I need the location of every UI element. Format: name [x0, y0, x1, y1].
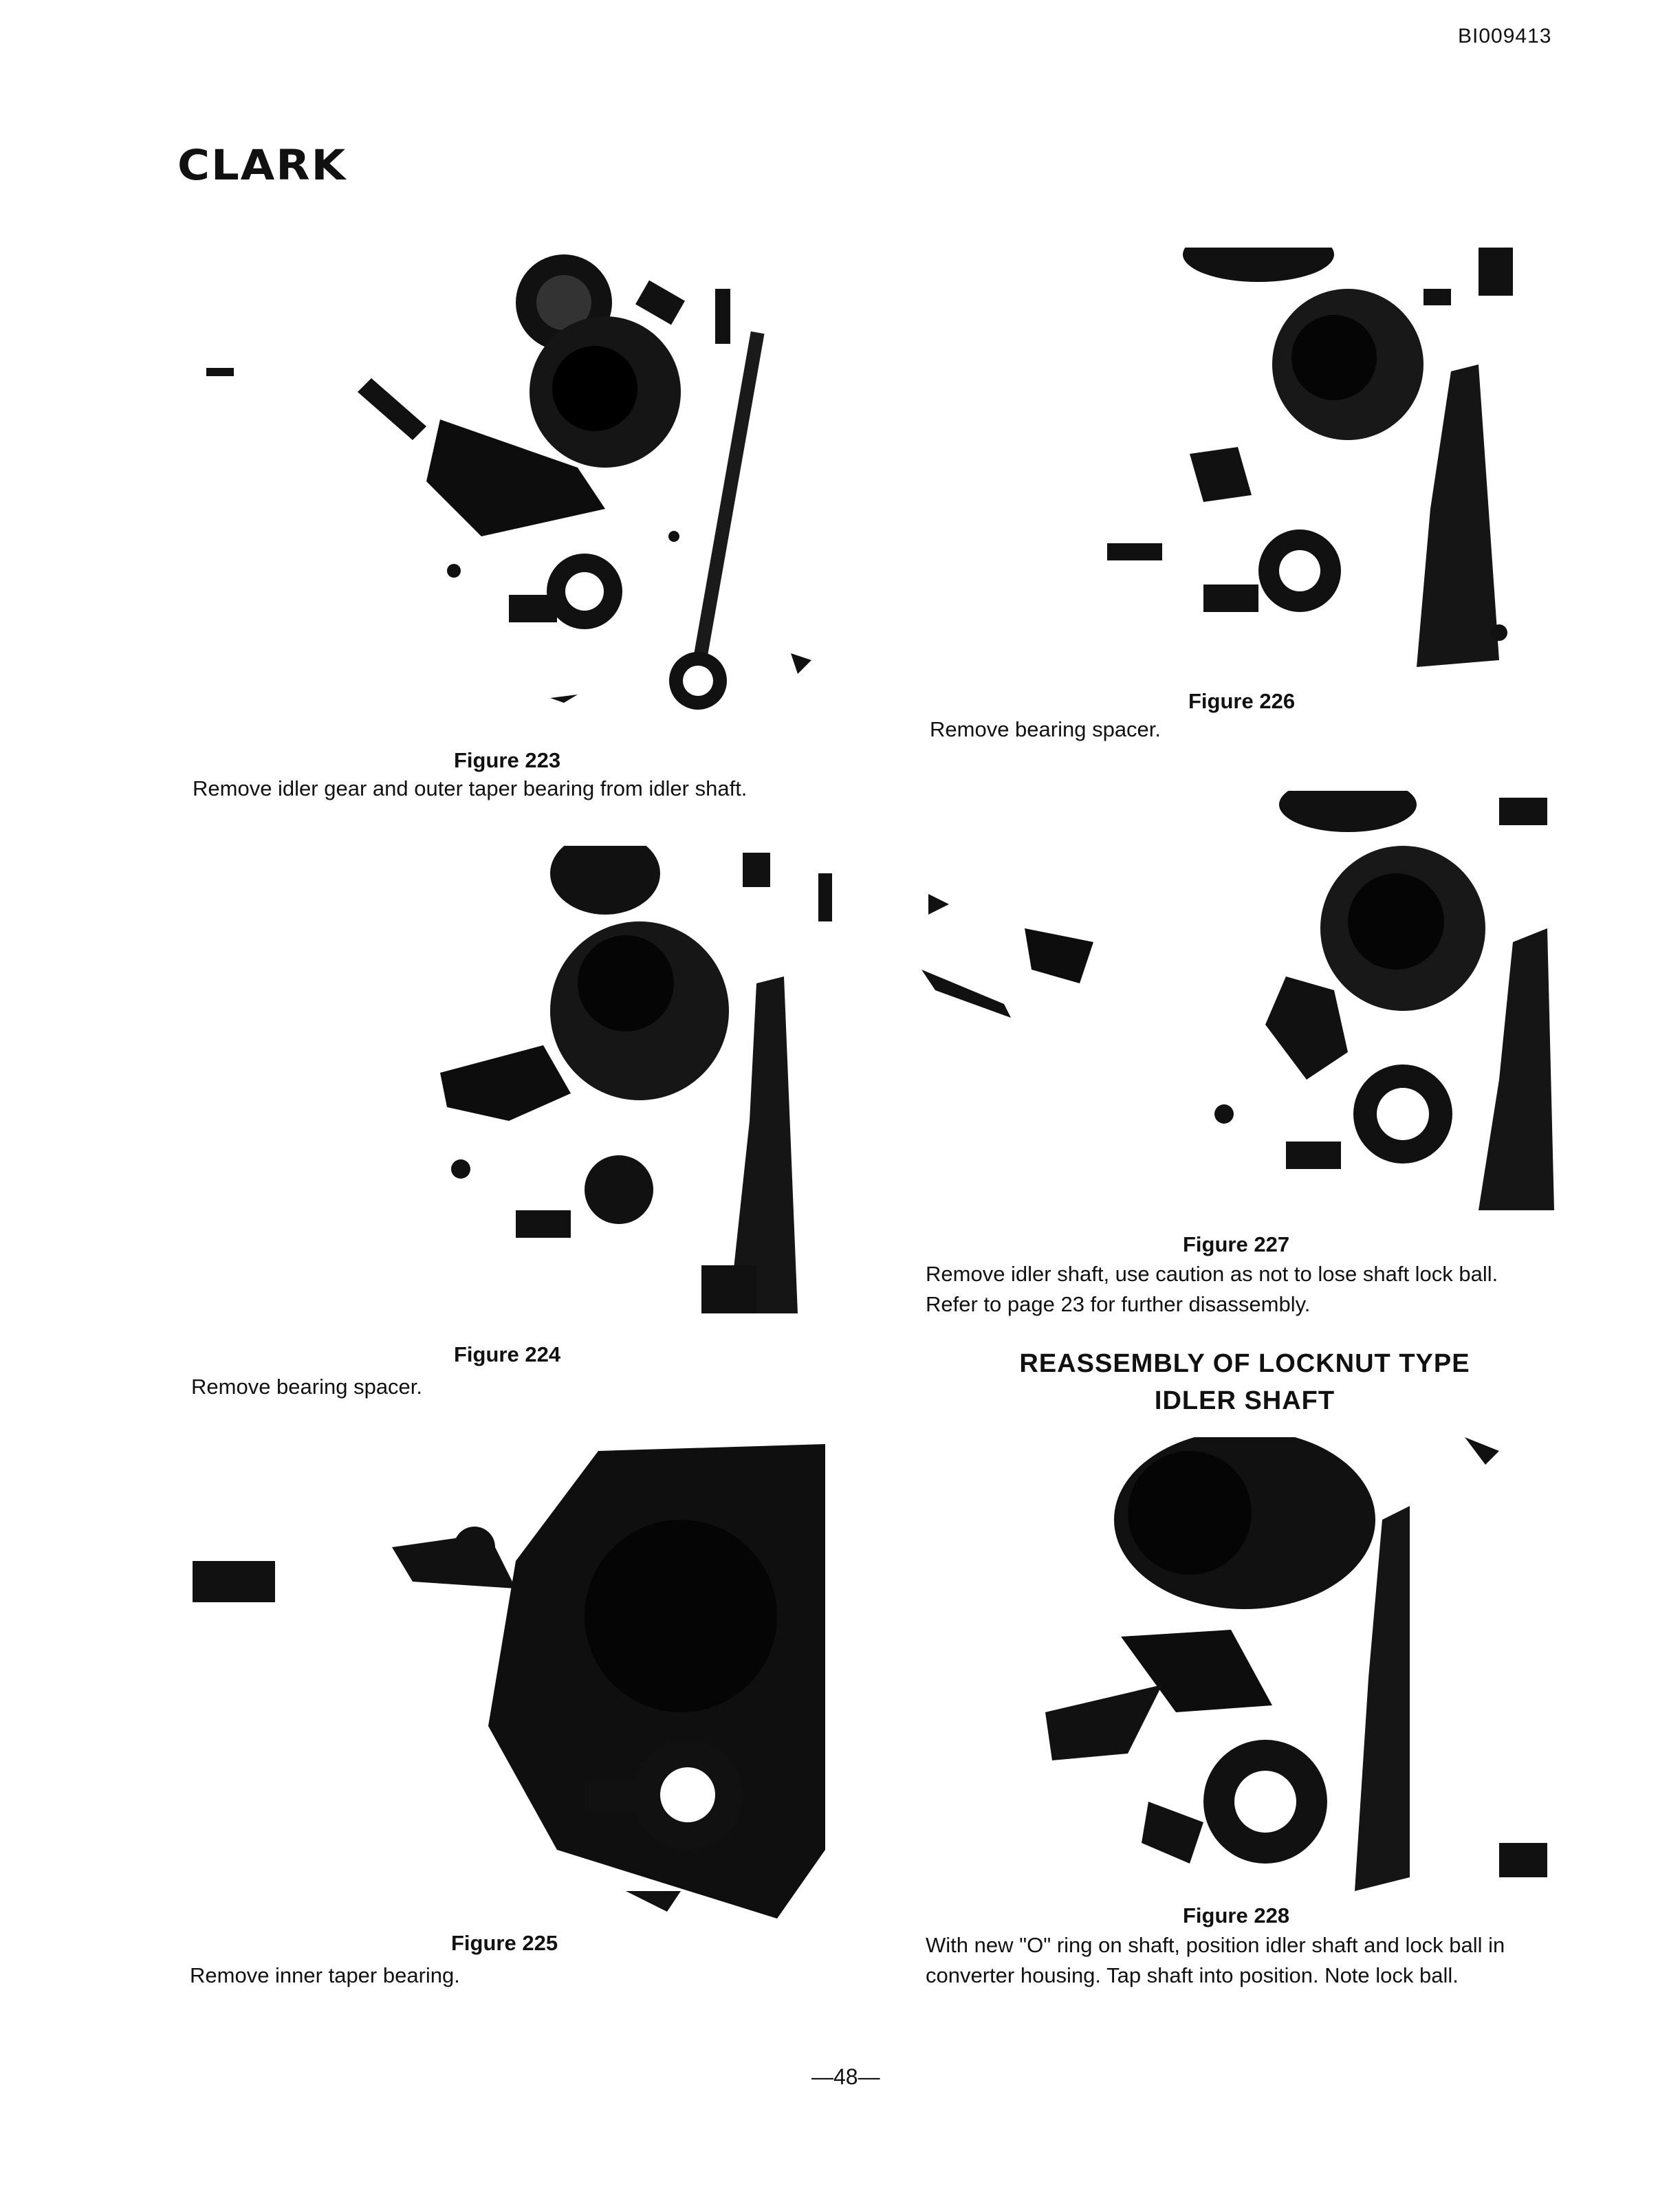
section-heading-line2: IDLER SHAFT — [1154, 1386, 1335, 1415]
figure-227-photo — [921, 791, 1561, 1210]
figure-224-caption: Remove bearing spacer. — [191, 1375, 423, 1399]
figure-227-caption-line2: Refer to page 23 for further disassembly. — [926, 1292, 1311, 1316]
document-id: BI009413 — [1458, 25, 1552, 47]
section-heading-line1: REASSEMBLY OF LOCKNUT TYPE — [1019, 1349, 1470, 1378]
figure-227-caption-line1: Remove idler shaft, use caution as not to lose shaft lock ball. — [926, 1262, 1498, 1286]
figure-228-caption-line2: converter housing. Tap shaft into position. Note lock ball. — [926, 1963, 1459, 1987]
figure-223-photo — [193, 248, 839, 729]
figure-228-caption-line1: With new "O" ring on shaft, position idler shaft and lock ball in — [926, 1933, 1505, 1957]
figure-225-caption: Remove inner taper bearing. — [190, 1963, 460, 1987]
figure-228-label: Figure 228 — [1183, 1903, 1290, 1928]
figure-223-caption: Remove idler gear and outer taper bearing from idler shaft. — [193, 776, 748, 800]
figure-226-label: Figure 226 — [1188, 689, 1296, 713]
figure-227-label: Figure 227 — [1183, 1232, 1290, 1256]
figure-225-photo — [186, 1437, 832, 1919]
clark-logo: CLARK — [177, 141, 347, 190]
page-number: —48— — [811, 2064, 880, 2089]
figure-228-photo — [1025, 1437, 1568, 1891]
figure-224-label: Figure 224 — [454, 1342, 561, 1366]
figure-226-photo — [1093, 248, 1561, 667]
figure-225-label: Figure 225 — [451, 1931, 558, 1955]
figure-223-label: Figure 223 — [454, 748, 561, 772]
figure-226-caption: Remove bearing spacer. — [930, 717, 1161, 741]
figure-224-photo — [413, 846, 853, 1313]
section-heading — [949, 1345, 1540, 1419]
